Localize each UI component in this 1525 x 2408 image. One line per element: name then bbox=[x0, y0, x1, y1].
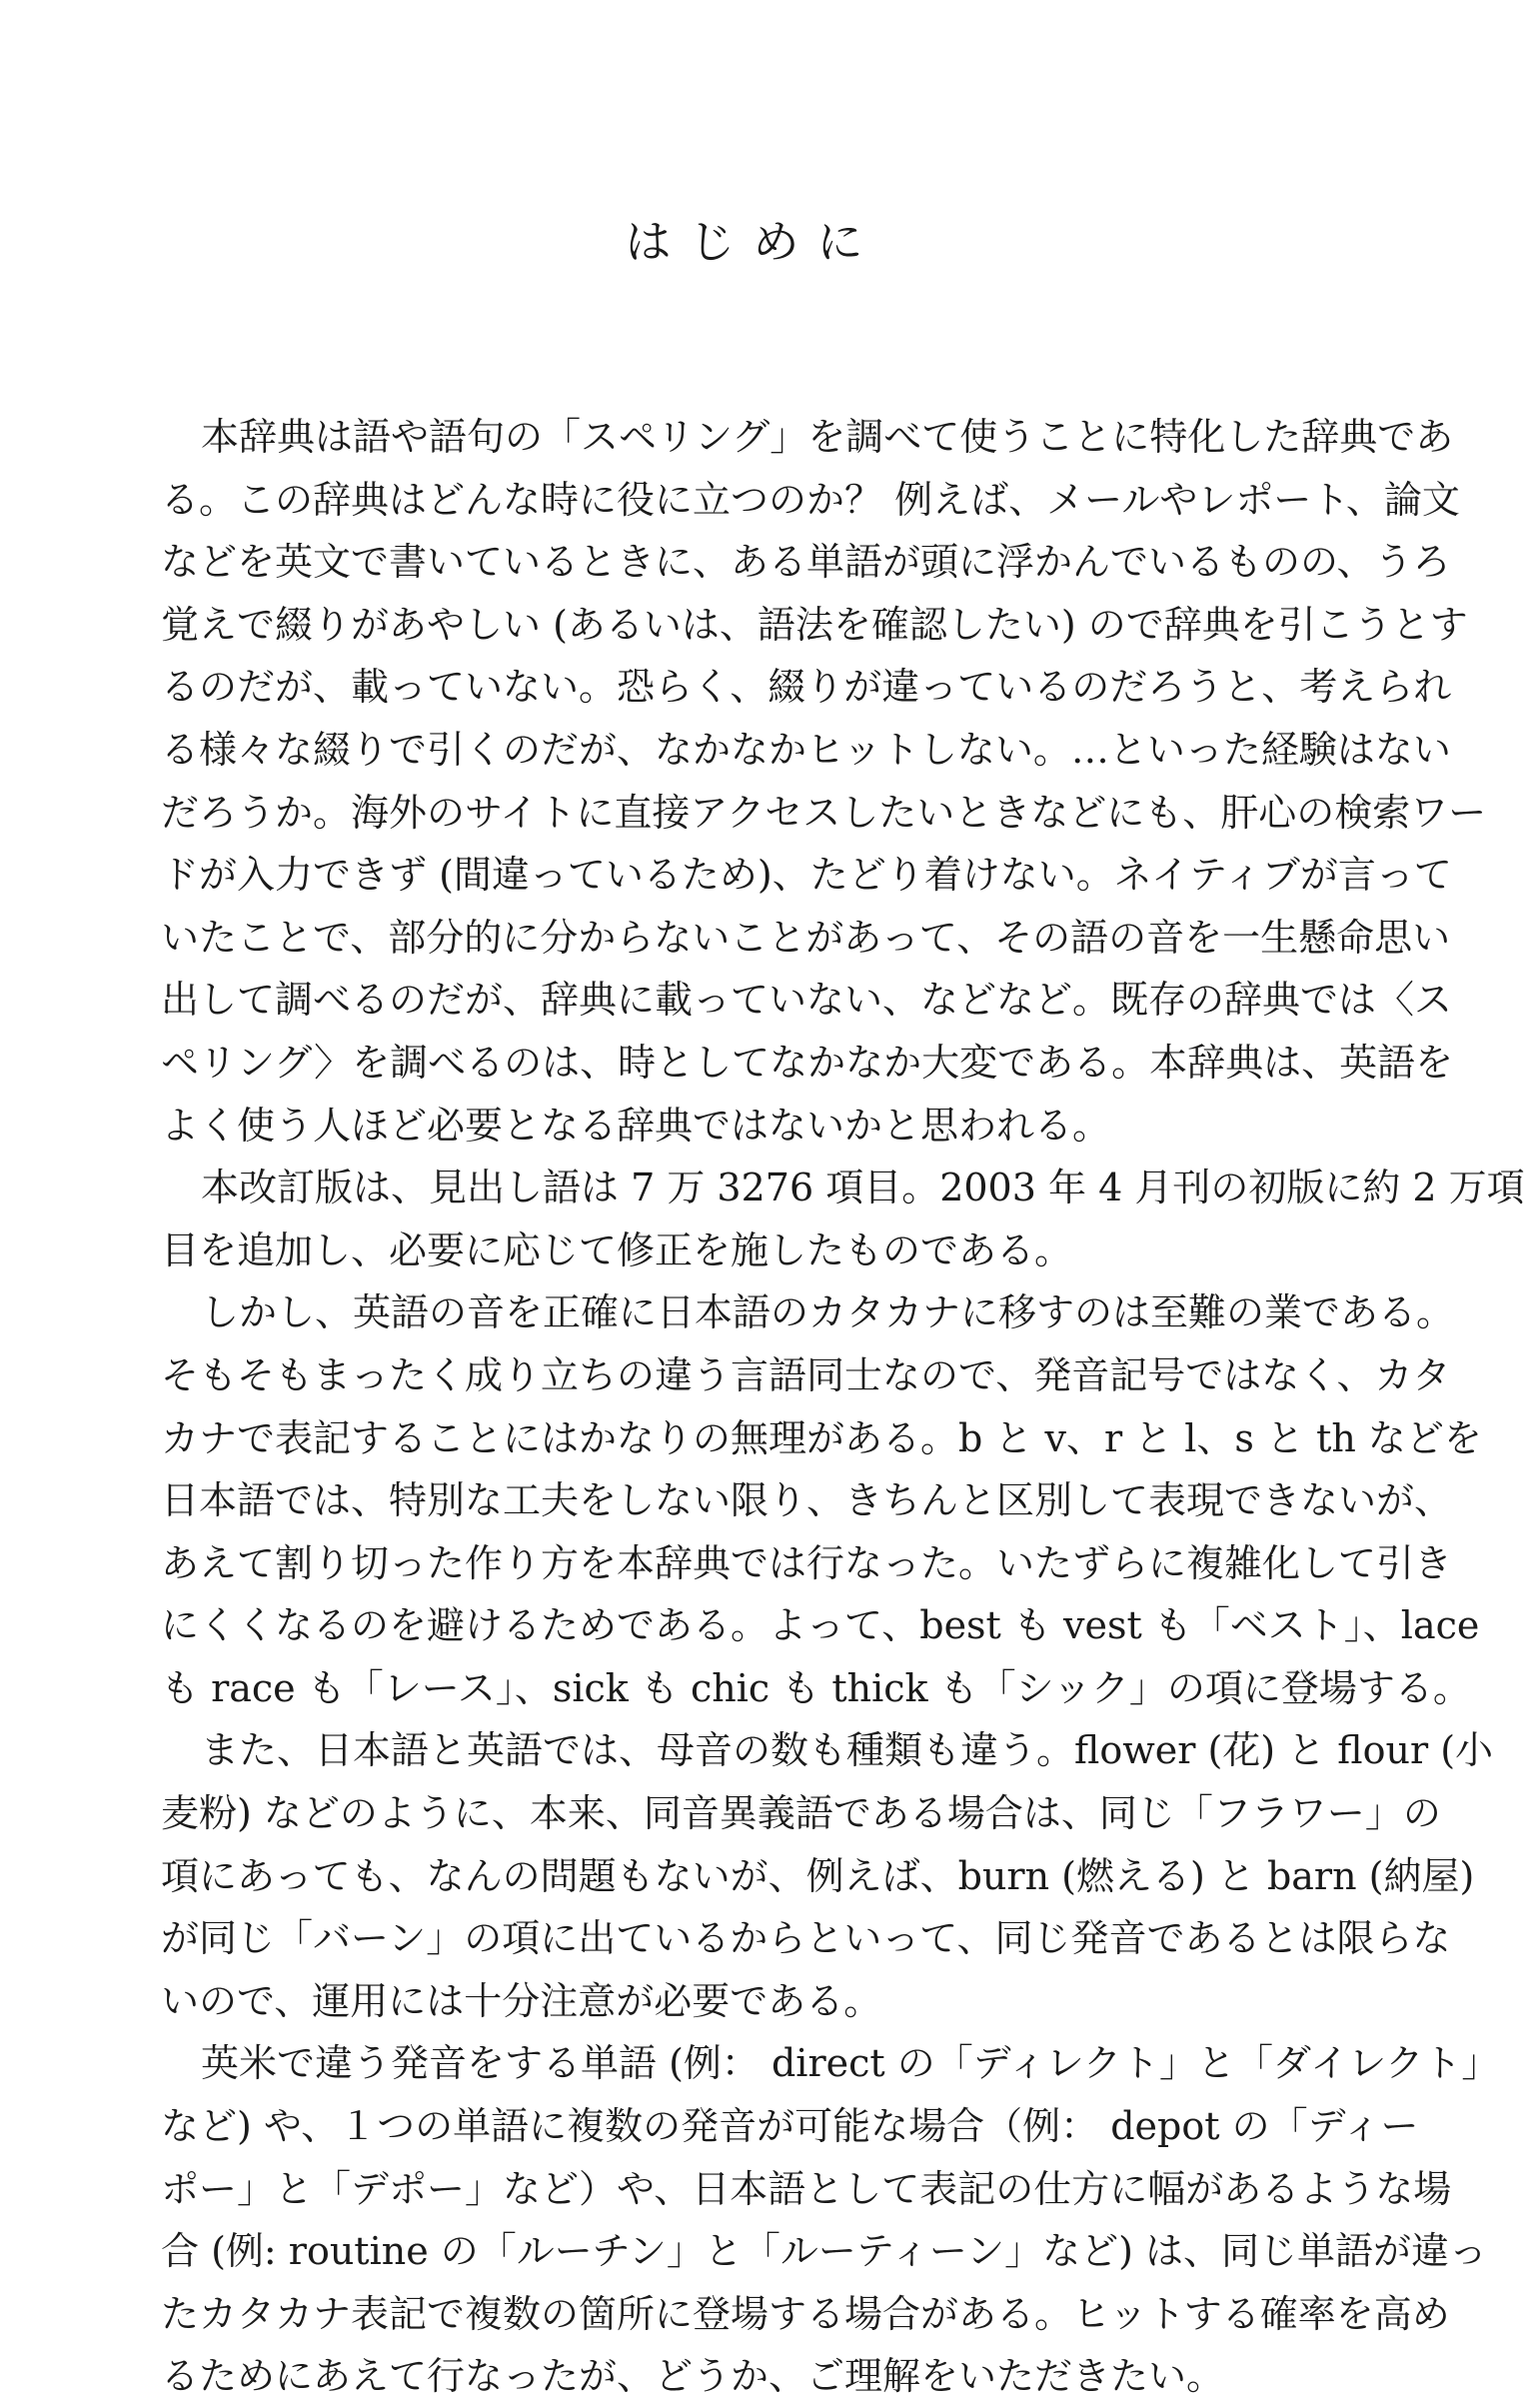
page-title: はじめに bbox=[625, 215, 881, 269]
text-line: しかし、英語の音を正確に日本語のカタカナに移すのは至難の業である。 bbox=[201, 1290, 1455, 1335]
text-line: る様々な綴りで引くのだが、なかなかヒットしない。…といった経験はない bbox=[161, 727, 1451, 772]
text-line: 合 (例: routine の「ルーチン」と「ルーティーン」など) は、同じ単語が違っ bbox=[161, 2229, 1487, 2274]
text-line: るためにあえて行なったが、どうか、ご理解をいただきたい。 bbox=[161, 2354, 1225, 2399]
text-line: また、日本語と英語では、母音の数も種類も違う。flower (花) と flour (小 bbox=[201, 1728, 1494, 1773]
text-line: 麦粉) などのように、本来、同音異義語である場合は、同じ「フラワー」の bbox=[161, 1791, 1441, 1836]
text-line: る。この辞典はどんな時に役に立つのか？ 例えば、メールやレポート、論文 bbox=[161, 477, 1460, 522]
text-line: たカタカナ表記で複数の箇所に登場する場合がある。ヒットする確率を高め bbox=[161, 2291, 1450, 2336]
text-line: も race も「レース」、sick も chic も thick も「シック」の項に登場する。 bbox=[161, 1665, 1471, 1710]
text-line: ポー」と「デポー」など）や、日本語として表記の仕方に幅があるような場 bbox=[161, 2166, 1452, 2211]
text-line: いので、運用には十分注意が必要である。 bbox=[161, 1978, 882, 2023]
text-line: ドが入力できず (間違っているため)、たどり着けない。ネイティブが言って bbox=[161, 853, 1452, 898]
text-line: が同じ「バーン」の項に出ているからといって、同じ発音であるとは限らな bbox=[161, 1916, 1451, 1961]
text-line: よく使う人ほど必要となる辞典ではないかと思われる。 bbox=[161, 1103, 1111, 1148]
text-line: そもそもまったく成り立ちの違う言語同士なので、発音記号ではなく、カタ bbox=[161, 1352, 1451, 1397]
text-line: などを英文で書いているときに、ある単語が頭に浮かんでいるものの、うろ bbox=[161, 540, 1451, 585]
text-line: あえて割り切った作り方を本辞典では行なった。いたずらに複雑化して引き bbox=[161, 1540, 1453, 1585]
text-line: 出して調べるのだが、辞典に載っていない、などなど。既存の辞典では〈ス bbox=[161, 978, 1453, 1023]
text-line: 本辞典は語や語句の「スペリング」を調べて使うことに特化した辞典であ bbox=[201, 415, 1454, 459]
text-line: いたことで、部分的に分からないことがあって、その語の音を一生懸命思い bbox=[161, 915, 1451, 960]
text-line: ペリング〉を調べるのは、時としてなかなか大変である。本辞典は、英語を bbox=[161, 1040, 1454, 1085]
text-line: にくくなるのを避けるためである。よって、best も vest も「ベスト」、lace bbox=[161, 1603, 1480, 1648]
text-line: 日本語では、特別な工夫をしない限り、きちんと区別して表現できないが、 bbox=[161, 1478, 1453, 1523]
text-line: 覚えで綴りがあやしい (あるいは、語法を確認したい) ので辞典を引こうとす bbox=[161, 602, 1468, 647]
text-line: 英米で違う発音をする単語 (例： direct の「ディレクト」と「ダイレクト」 bbox=[201, 2041, 1500, 2086]
text-line: 目を追加し、必要に応じて修正を施したものである。 bbox=[161, 1227, 1073, 1272]
text-line: だろうか。海外のサイトに直接アクセスしたいときなどにも、肝心の検索ワー bbox=[161, 790, 1487, 835]
text-line: るのだが、載っていない。恐らく、綴りが違っているのだろうと、考えられ bbox=[161, 665, 1452, 710]
text-line: など) や、１つの単語に複数の発音が可能な場合（例： depot の「ディー bbox=[161, 2104, 1419, 2149]
body-text bbox=[161, 406, 1525, 2408]
text-line: 項にあっても、なんの問題もないが、例えば、burn (燃える) と barn (納屋) bbox=[161, 1853, 1475, 1898]
text-line: 本改訂版は、見出し語は 7 万 3276 項目。2003 年 4 月刊の初版に約 2 万項 bbox=[201, 1166, 1525, 1210]
text-line: カナで表記することにはかなりの無理がある。b と v、r と l、s と th などを bbox=[161, 1415, 1482, 1460]
